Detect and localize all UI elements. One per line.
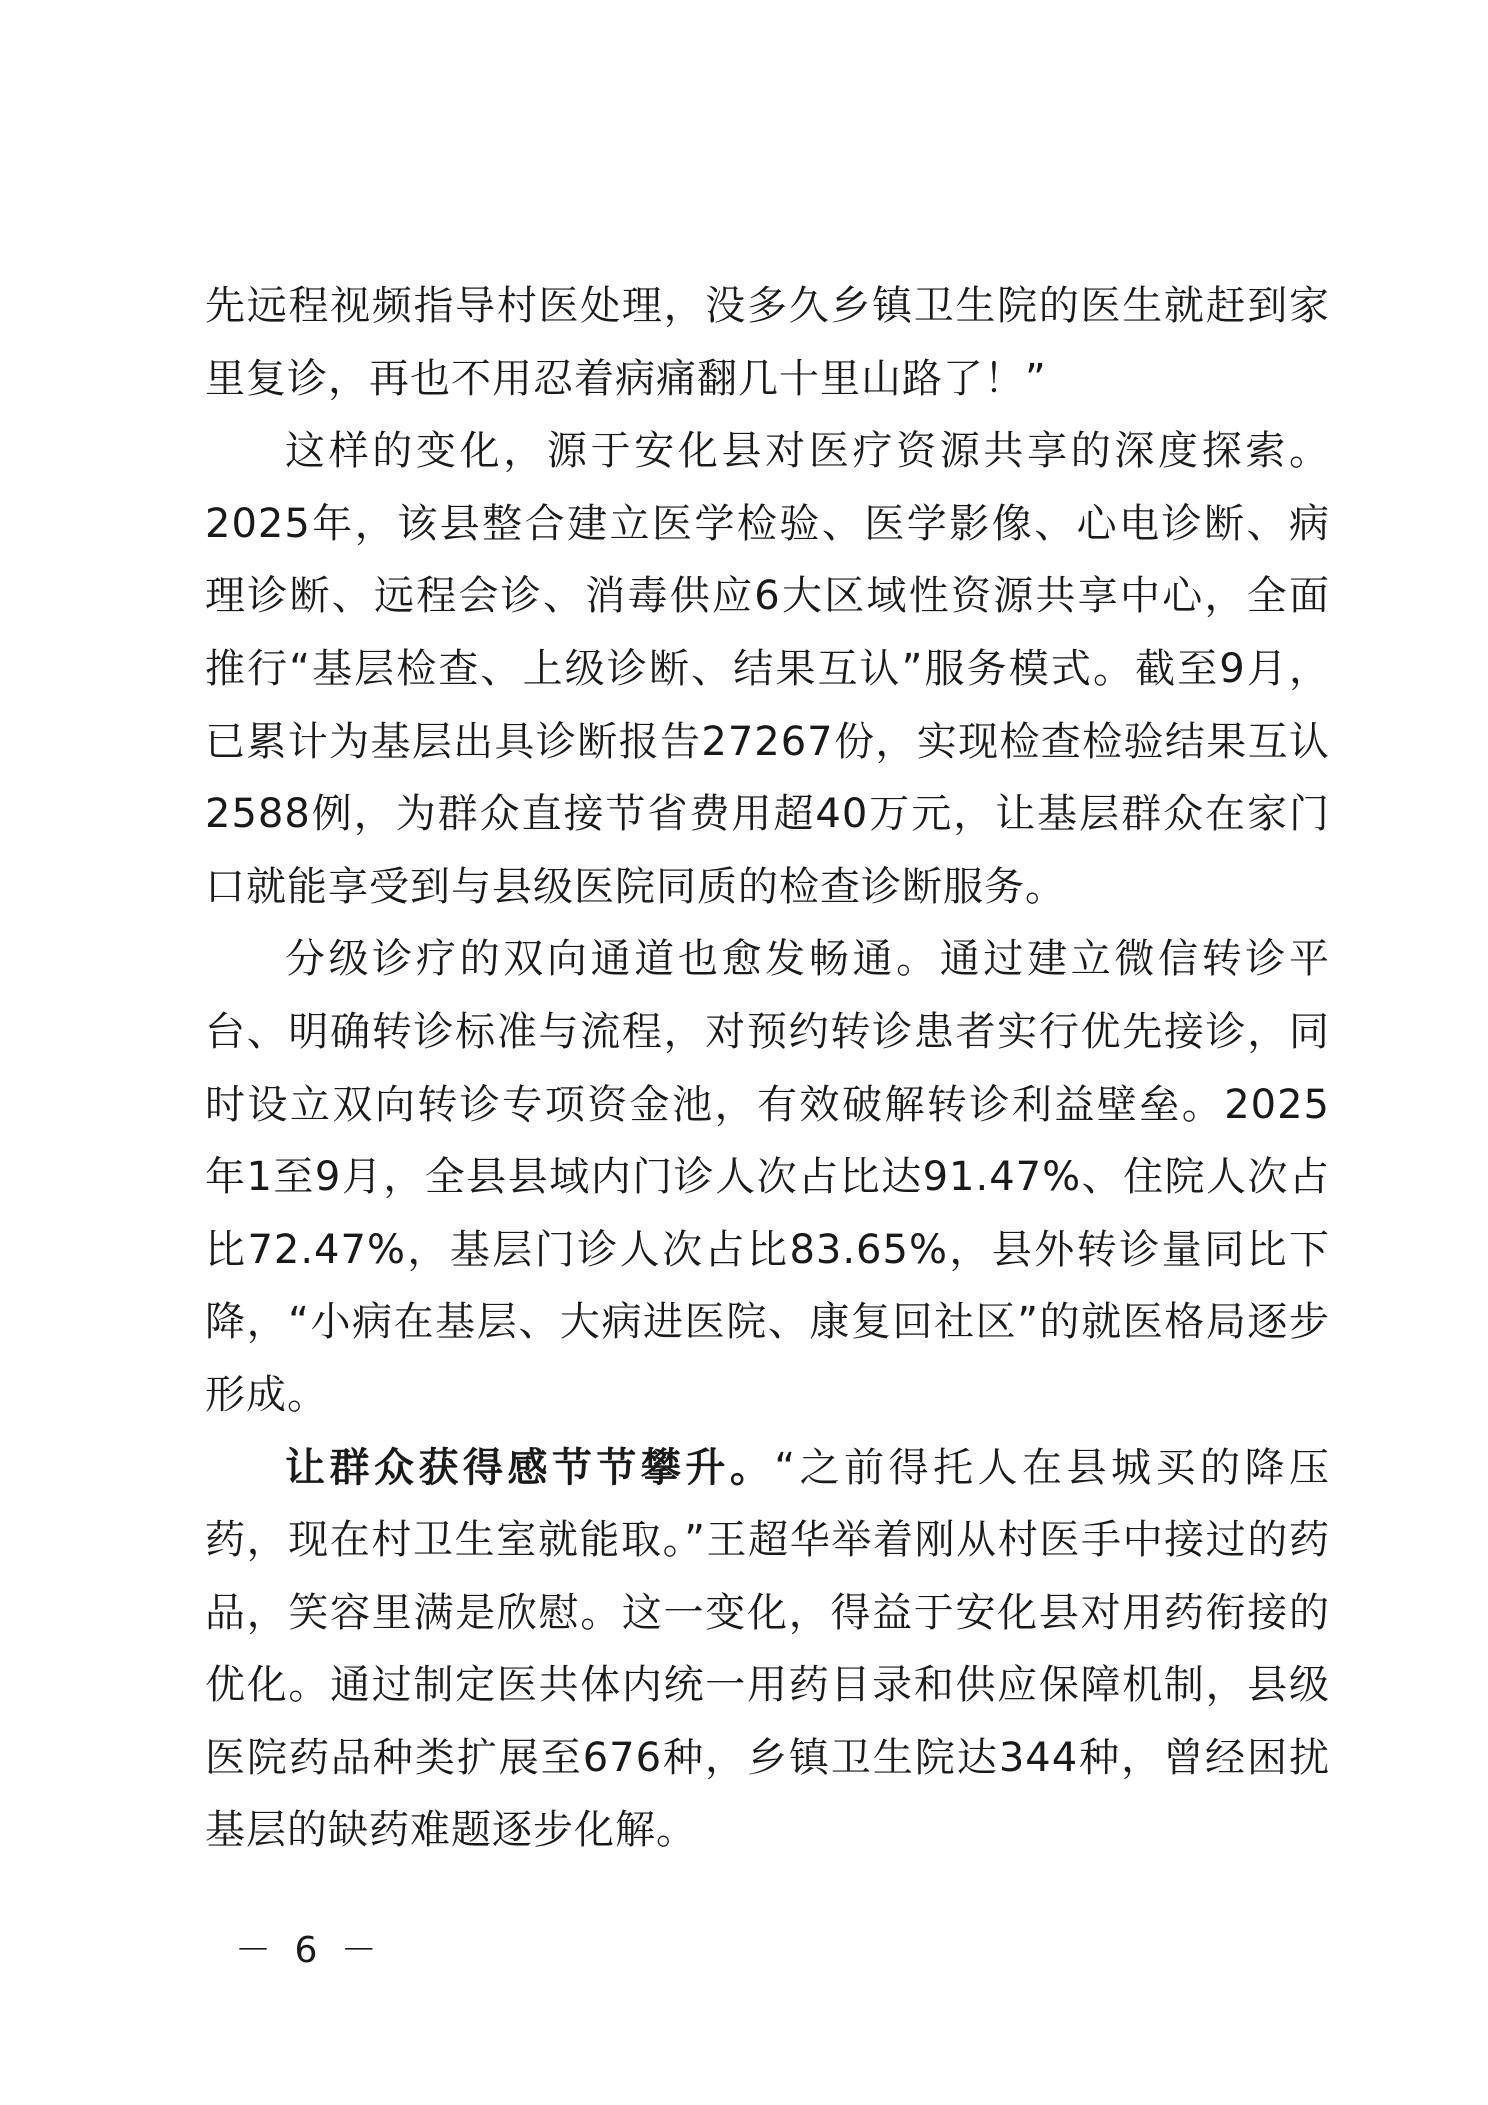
paragraph-referral-channel	[205, 923, 1330, 1431]
paragraph-text: 先远程视频指导村医处理，没多久乡镇卫生院的医生就赶到家里复诊，再也不用忍着病痛翻几十里山路了！”	[205, 283, 1330, 402]
paragraph-lead-heading: 让群众获得感节节攀升。	[285, 1444, 775, 1491]
paragraph-resource-sharing	[205, 415, 1330, 923]
document-body	[205, 270, 1330, 1867]
page-number: － 6 －	[235, 1930, 383, 1971]
paragraph-text: 分级诊疗的双向通道也愈发畅通。通过建立微信转诊平台、明确转诊标准与流程，对预约转诊患者实行优先接诊，同时设立双向转诊专项资金池，有效破解转诊利益壁垒。2025年1至9月，全县县域内门诊人次占比达91.47%、住院人次占比72.47%，基层门诊人次占比83.65%，县外转诊量同比下降，“小病在基层、大病进医院、康复回社区”的就医格局逐步形成。	[205, 936, 1330, 1418]
paragraph-text: 这样的变化，源于安化县对医疗资源共享的深度探索。2025年，该县整合建立医学检验、医学影像、心电诊断、病理诊断、远程会诊、消毒供应6大区域性资源共享中心，全面推行“基层检查、上级诊断、结果互认”服务模式。截至9月，已累计为基层出具诊断报告27267份，实现检查检验结果互认2588例，为群众直接节省费用超40万元，让基层群众在家门口就能享受到与县级医院同质的检查诊断服务。	[205, 428, 1330, 910]
paragraph-public-satisfaction	[205, 1432, 1330, 1868]
paragraph-continuation	[205, 270, 1330, 415]
paragraph-text: “之前得托人在县城买的降压药，现在村卫生室就能取。”王超华举着刚从村医手中接过的药品，笑容里满是欣慰。这一变化，得益于安化县对用药衔接的优化。通过制定医共体内统一用药目录和供应保障机制，县级医院药品种类扩展至676种，乡镇卫生院达344种，曾经困扰基层的缺药难题逐步化解。	[205, 1444, 1330, 1854]
